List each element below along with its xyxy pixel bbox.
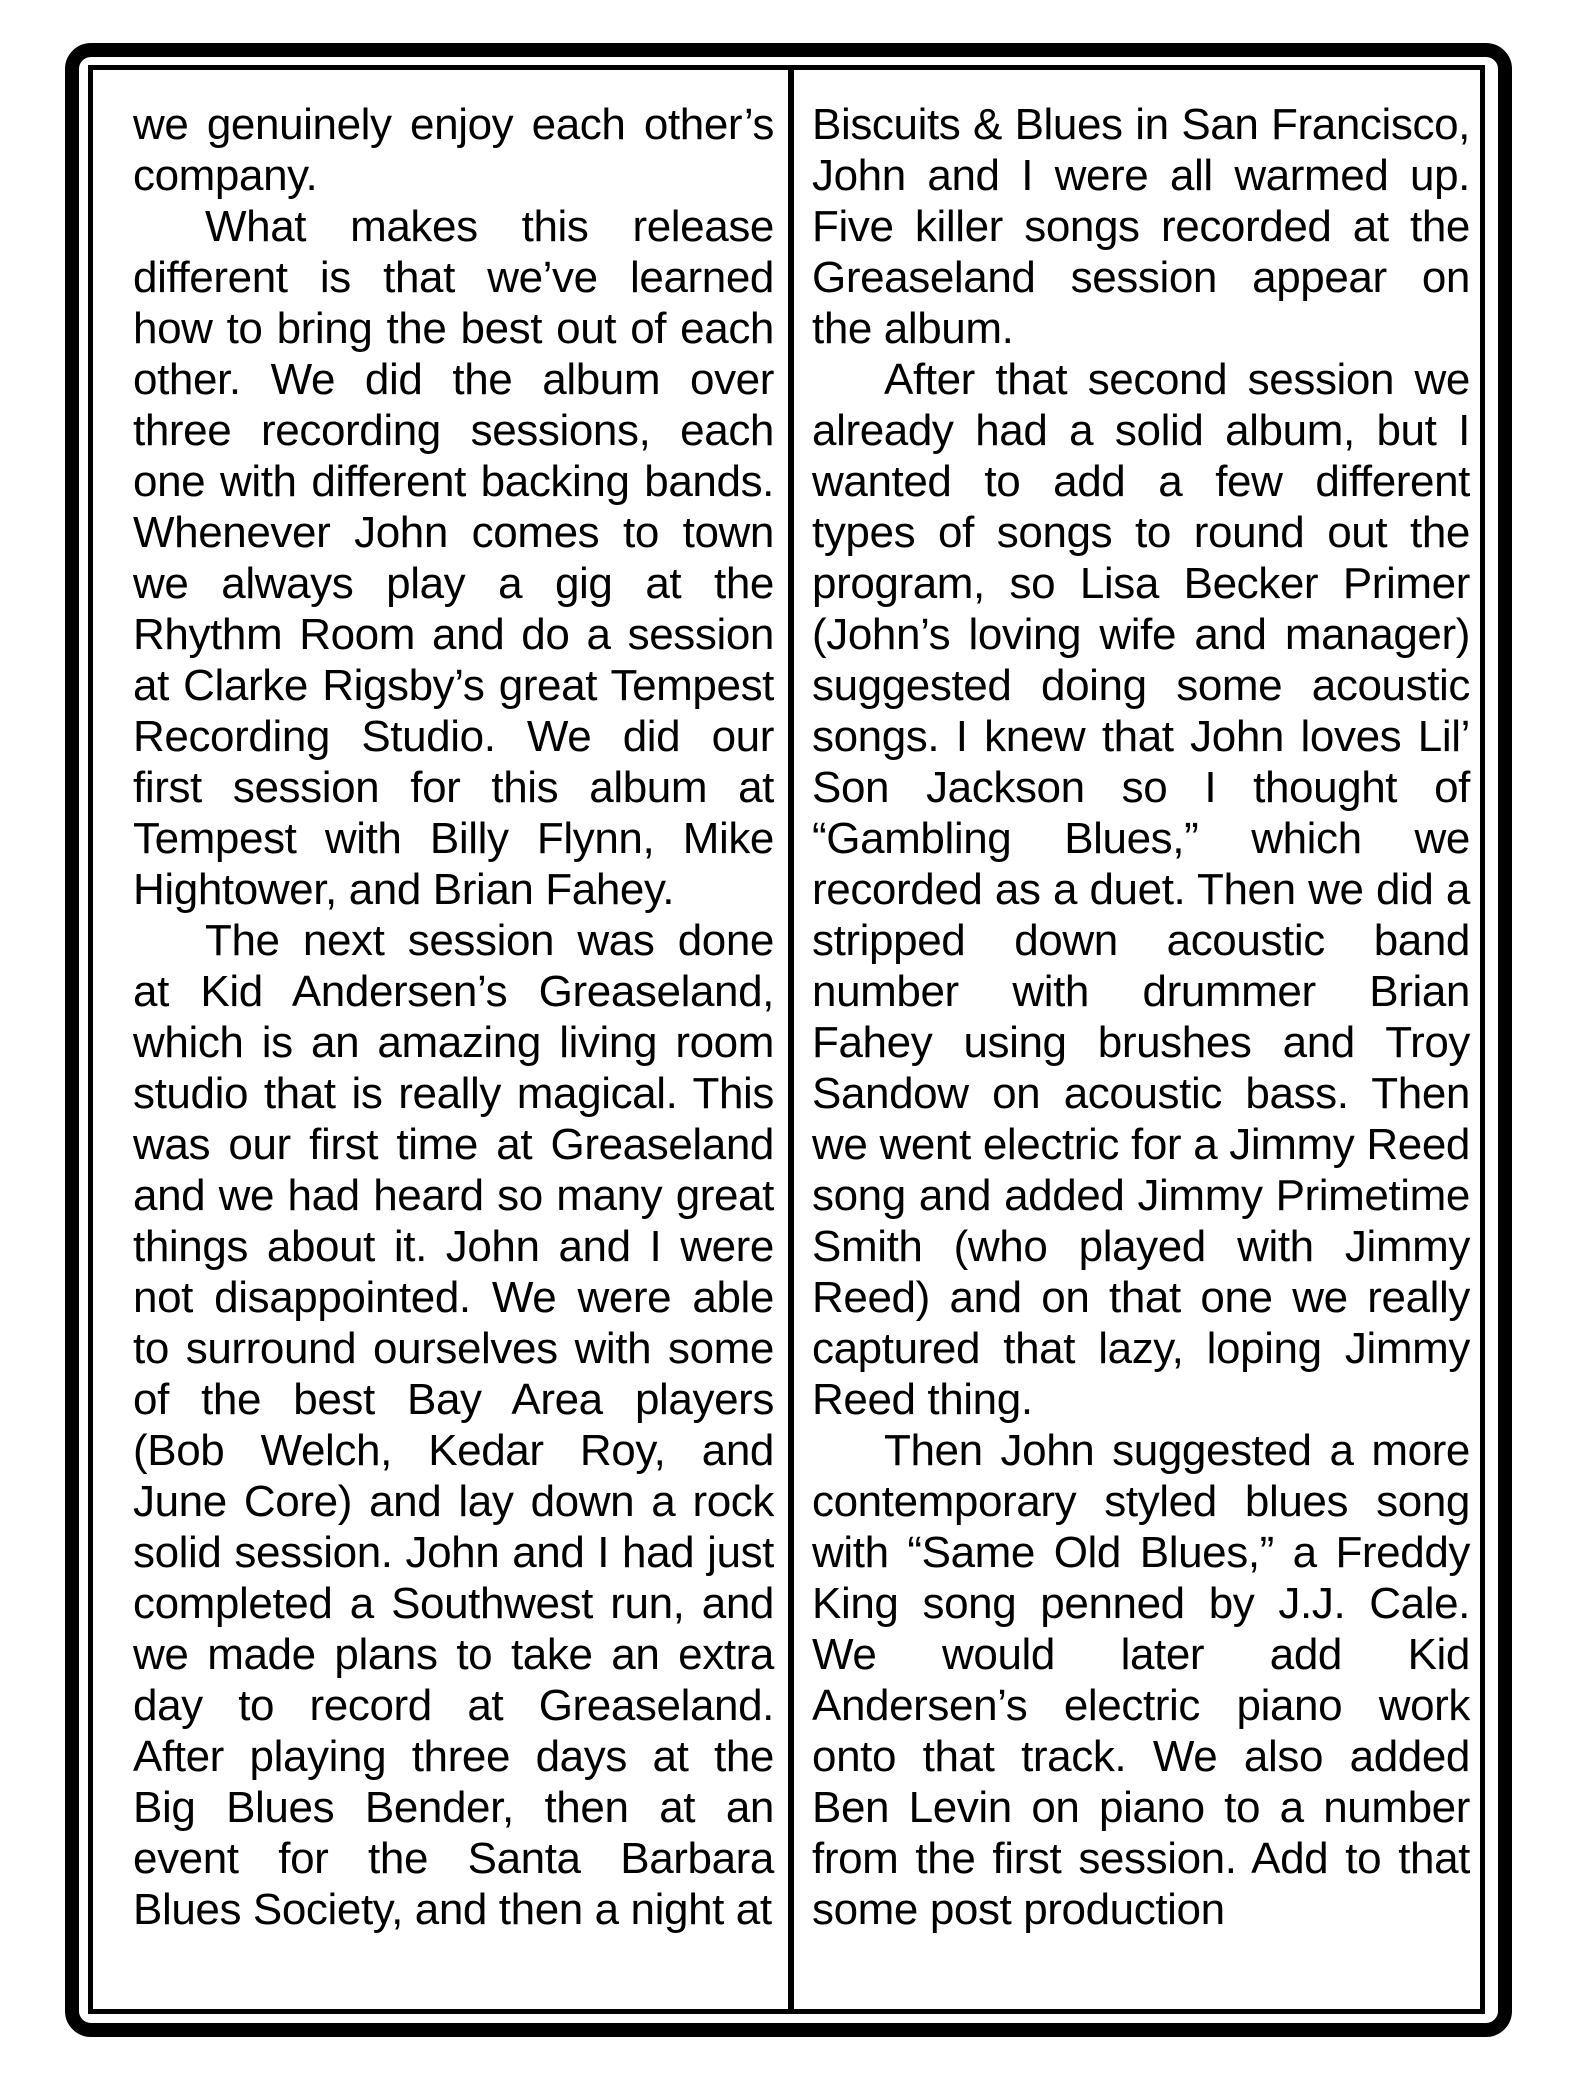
paragraph: Then John suggested a more contemporary styled blues song with “Same Old Blues,” a Freddy King song penned by J.J. Cale. We would later add Kid Andersen’s electric piano work onto that track. We also added Ben Levin on piano to a number from the first session. Add to that some post production [812,1426,1470,1934]
paragraph: What makes this release different is that we’ve learned how to bring the best out of each other. We did the album over three recording sessions, each one with different backing bands. Whenever John comes to town we always play a gig at the Rhythm Room and do a session at Clarke Rigsby’s great Tempest Recording Studio. We did our first session for this album at Tempest with Billy Flynn, Mike Hightower, and Brian Fahey. [133,202,774,914]
paragraph: The next session was done at Kid Andersen’s Greaseland, which is an amazing living room studio that is really magical. This was our first time at Greaseland and we had heard so many great things about it. John and I were not disappointed. We were able to surround ourselves with some of the best Bay Area players (Bob Welch, Kedar Roy, and June Core) and lay down a rock solid session. John and I had just completed a Southwest run, and we made plans to take an extra day to record at Greaseland. After playing three days at the Big Blues Bender, then at an event for the Santa Barbara Blues Society, and then a night at [133,916,774,1934]
paragraph: After that second session we already had a solid album, but I wanted to add a few different types of songs to round out the program, so Lisa Becker Primer (John’s loving wife and manager) suggested doing some acoustic songs. I knew that John loves Lil’ Son Jackson so I thought of “Gambling Blues,” which we recorded as a duet. Then we did a stripped down acoustic band number with drummer Brian Fahey using brushes and Troy Sandow on acoustic bass. Then we went electric for a Jimmy Reed song and added Jimmy Primetime Smith (who played with Jimmy Reed) and on that one we really captured that lazy, loping Jimmy Reed thing. [812,355,1470,1424]
paragraph-continuation: we genuinely enjoy each other’s company. [133,100,774,200]
column-right [812,99,1470,1935]
column-divider [788,70,794,2009]
column-left [133,99,774,1935]
paragraph-continuation: Biscuits & Blues in San Francisco, John and I were all warmed up. Five killer songs recorded at the Greaseland session appear on the album. [812,100,1470,353]
